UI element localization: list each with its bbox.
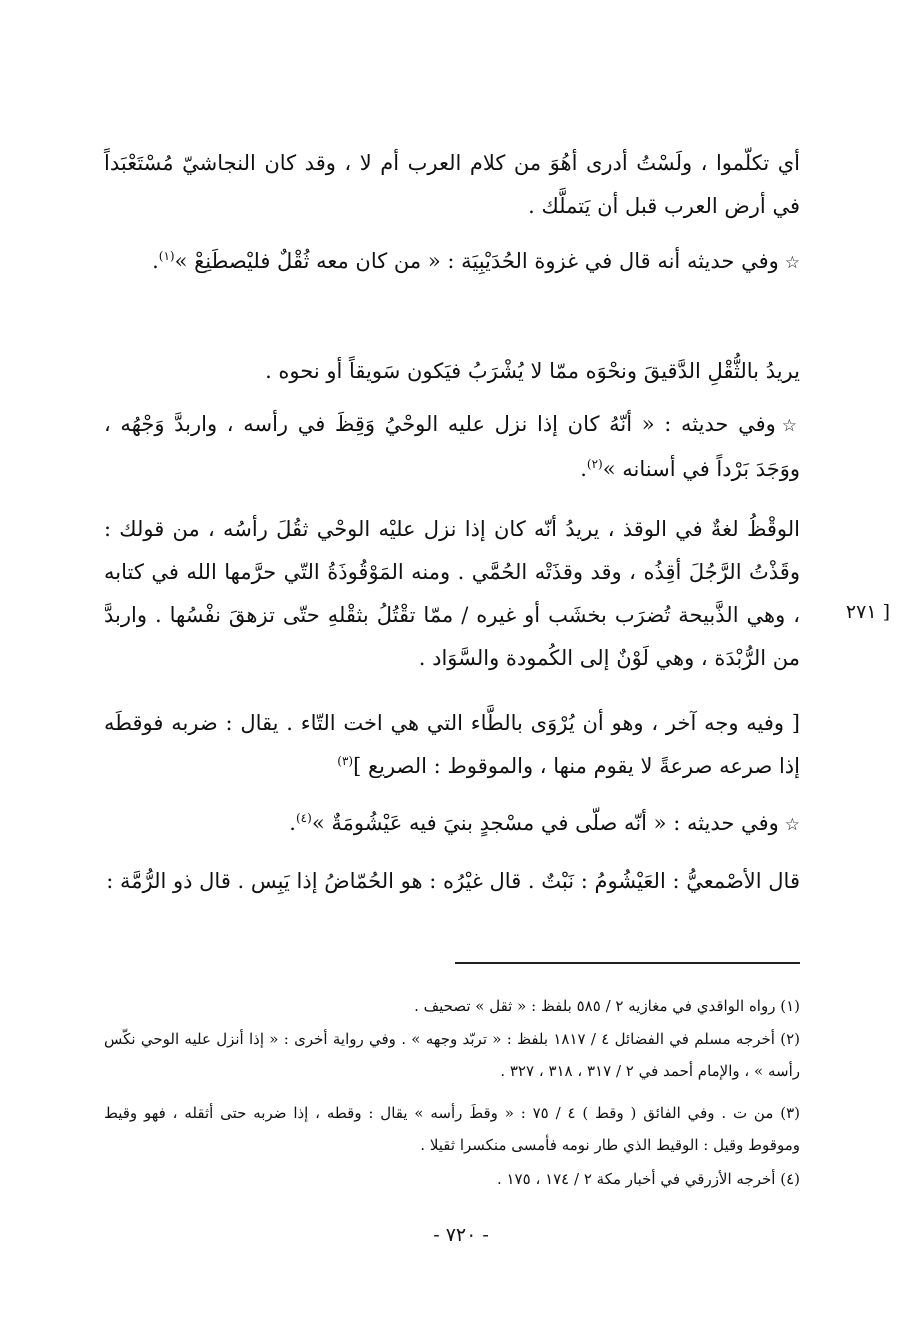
- paragraph-4-hadith-wahy: [104, 403, 800, 491]
- paragraph-8-asmai: [104, 860, 800, 903]
- page-number: - ٧٢٠ -: [433, 1224, 489, 1246]
- paragraph-6-alternate-reading: [104, 702, 800, 788]
- paragraph-text: وفي حديثه : « أنّه صلّى في مسْجدٍ بنيَ فيه عَيْشُومَةٌ »: [311, 811, 779, 835]
- paragraph-text: أي تكلّموا ، ولَسْتُ أدرى أهُوَ من كلام العرب أم لا ، وقد كان النجاشيّ مُسْتَعْبَداً في أرض العرب قبل أن يَتملَّك .: [104, 151, 800, 218]
- footnote-1: (١) رواه الواقدي في مغازيه ٢ / ٥٨٥ بلفظ : « ثقل » تصحيف .: [414, 997, 800, 1015]
- paragraph-2-hadith-hudaybiyya: [104, 240, 800, 285]
- footnote-ref-3[interactable]: (٣): [337, 754, 354, 768]
- paragraph-3: [104, 350, 800, 393]
- paragraph-text: قال الأصْمعيُّ : العَيْشُومُ : نَبْتٌ . قال غيْرُه : هو الحُمّاضُ إذا يَبِس . قال ذو الرُّمَّة :: [106, 869, 800, 893]
- footnote-2: (٢) أخرجه مسلم في الفضائل ٤ / ١٨١٧ بلفظ : « تربّد وجهه » . وفي رواية أخرى : « إذا أنزل عليه الوحي نكّس رأسه » ، والإمام أحمد في ٢ / ٣١٧ ، ٣١٨ ، ٣٢٧ .: [104, 1030, 800, 1080]
- star-icon: ☆: [784, 253, 800, 273]
- paragraph-1: [104, 142, 800, 228]
- paragraph-text: وفي حديثه أنه قال في غزوة الحُدَيْبِيَة : « من كان معه ثُقْلٌ فليْصطَنِعْ »: [174, 249, 779, 273]
- footnote-divider: [455, 962, 800, 964]
- footnote-ref-1[interactable]: (١): [158, 249, 175, 263]
- footnote-ref-2[interactable]: (٢): [586, 457, 603, 471]
- footnote-3: (٣) من ت . وفي الفائق ( وقط ) ٤ / ٧٥ : « وقطَ رأسه » يقال : وقطه ، إذا ضربه حتى أثقله ، فهو وقيط وموقوط وقيل : الوقيط الذي طار نومه فأمسى منكسرا ثقيلا .: [104, 1104, 800, 1154]
- star-icon: ☆: [784, 815, 800, 835]
- footnote-ref-4[interactable]: (٤): [295, 811, 312, 825]
- margin-page-ref: [ ٢٧١: [845, 601, 890, 623]
- paragraph-tail: .: [289, 811, 296, 835]
- paragraph-text: الوقْظُ لغةٌ في الوقذ ، يريدُ أنّه كان إذا نزل عليْه الوحْي ثقُلَ رأسُه ، من قولك : وقَذْتُ الرَّجُلَ أقِذُه ، وقد وقذَتْه الحُمَّي . ومنه المَوْقُوذَةُ التّي حرَّمها الله في كتابه ، وهي الذَّبيحة تُضرَب بخشَب أو غيره / ممّا تقْتُلُ بثقْلهِ حتّى تزهقَ نفْسُها . واربدَّ من الرُّبْدَة ، وهي لَوْنٌ إلى الكُمودة والسَّوَاد .: [104, 517, 800, 670]
- footnote-4: (٤) أخرجه الأزرقي في أخبار مكة ٢ / ١٧٤ ، ١٧٥ .: [496, 1170, 800, 1188]
- paragraph-text: [ وفيه وجه آخر ، وهو أن يُرْوَى بالطَّاء التي هي اخت التّاء . يقال : ضربه فوقطَه إذا صرعه صرعةً لا يقوم منها ، والموقوط : الصريع ]: [104, 711, 800, 778]
- star-icon: ☆: [781, 416, 800, 436]
- paragraph-tail: .: [580, 457, 587, 481]
- paragraph-7-hadith-aysh: [104, 802, 800, 847]
- paragraph-tail: .: [152, 249, 159, 273]
- paragraph-text: يريدُ بالثُّقْلِ الدَّقيقَ ونحْوَه ممّا لا يُشْرَبُ فيَكون سَويقاً أو نحوه .: [265, 359, 800, 383]
- paragraph-5-explanation: [104, 508, 800, 680]
- paragraph-text: وفي حديثه : « أنّهُ كان إذا نزل عليه الوحْيُ وَقِظَ في رأسه ، واربدَّ وَجْهُه ، ووَجَدَ بَرْداً في أسنانه »: [104, 412, 800, 481]
